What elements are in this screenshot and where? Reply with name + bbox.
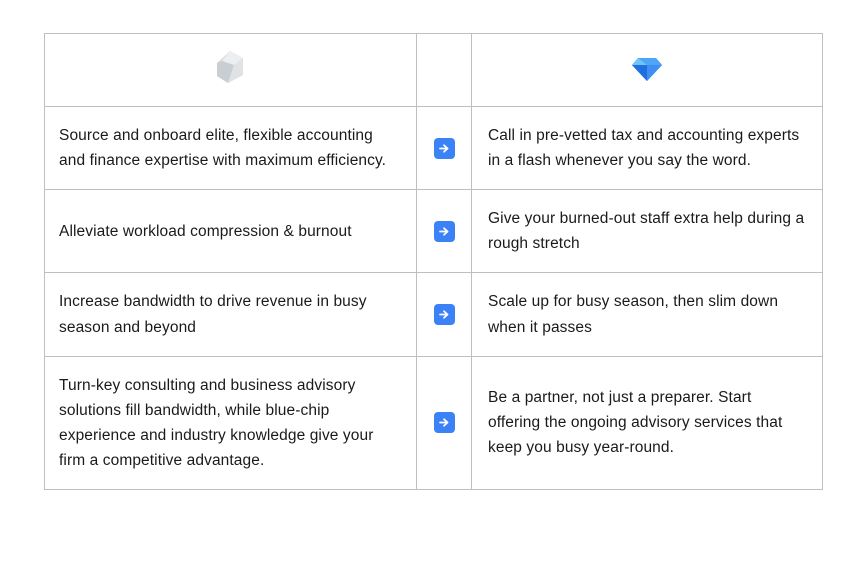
row-right-cell bbox=[472, 107, 823, 190]
row-right-text: Give your burned-out staff extra help during a rough stretch bbox=[488, 210, 805, 253]
row-arrow-cell bbox=[417, 107, 472, 190]
row-left-cell bbox=[45, 273, 417, 356]
row-right-cell bbox=[472, 190, 823, 273]
row-left-text: Alleviate workload compression & burnout bbox=[59, 222, 352, 240]
row-left-text: Turn-key consulting and business advisory solutions fill bandwidth, while blue-chip experience and industry knowledge give your firm a competitive advantage. bbox=[59, 376, 374, 469]
table-row bbox=[45, 273, 823, 356]
row-left-cell bbox=[45, 190, 417, 273]
comparison-table-wrapper bbox=[44, 33, 822, 490]
header-cell-right bbox=[472, 34, 823, 107]
row-arrow-cell bbox=[417, 356, 472, 489]
row-right-text: Be a partner, not just a preparer. Start offering the ongoing advisory services that keep you busy year-round. bbox=[488, 389, 783, 457]
arrow-right-icon bbox=[434, 304, 455, 325]
header-cell-middle bbox=[417, 34, 472, 107]
row-right-text: Call in pre-vetted tax and accounting experts in a flash whenever you say the word. bbox=[488, 127, 800, 170]
row-right-cell bbox=[472, 273, 823, 356]
row-right-text: Scale up for busy season, then slim down when it passes bbox=[488, 293, 779, 336]
arrow-right-icon bbox=[434, 221, 455, 242]
grey-abstract-logo-icon bbox=[208, 45, 254, 91]
blue-diamond-logo-icon bbox=[626, 47, 668, 89]
table-header-row bbox=[45, 34, 823, 107]
table-row bbox=[45, 190, 823, 273]
header-cell-left bbox=[45, 34, 417, 107]
row-arrow-cell bbox=[417, 190, 472, 273]
arrow-right-icon bbox=[434, 138, 455, 159]
comparison-table bbox=[44, 33, 823, 490]
row-arrow-cell bbox=[417, 273, 472, 356]
row-left-cell bbox=[45, 107, 417, 190]
row-left-cell bbox=[45, 356, 417, 489]
table-row bbox=[45, 107, 823, 190]
row-left-text: Source and onboard elite, flexible accounting and finance expertise with maximum efficiency. bbox=[59, 127, 387, 170]
table-row bbox=[45, 356, 823, 489]
row-right-cell bbox=[472, 356, 823, 489]
arrow-right-icon bbox=[434, 412, 455, 433]
row-left-text: Increase bandwidth to drive revenue in busy season and beyond bbox=[59, 293, 367, 336]
